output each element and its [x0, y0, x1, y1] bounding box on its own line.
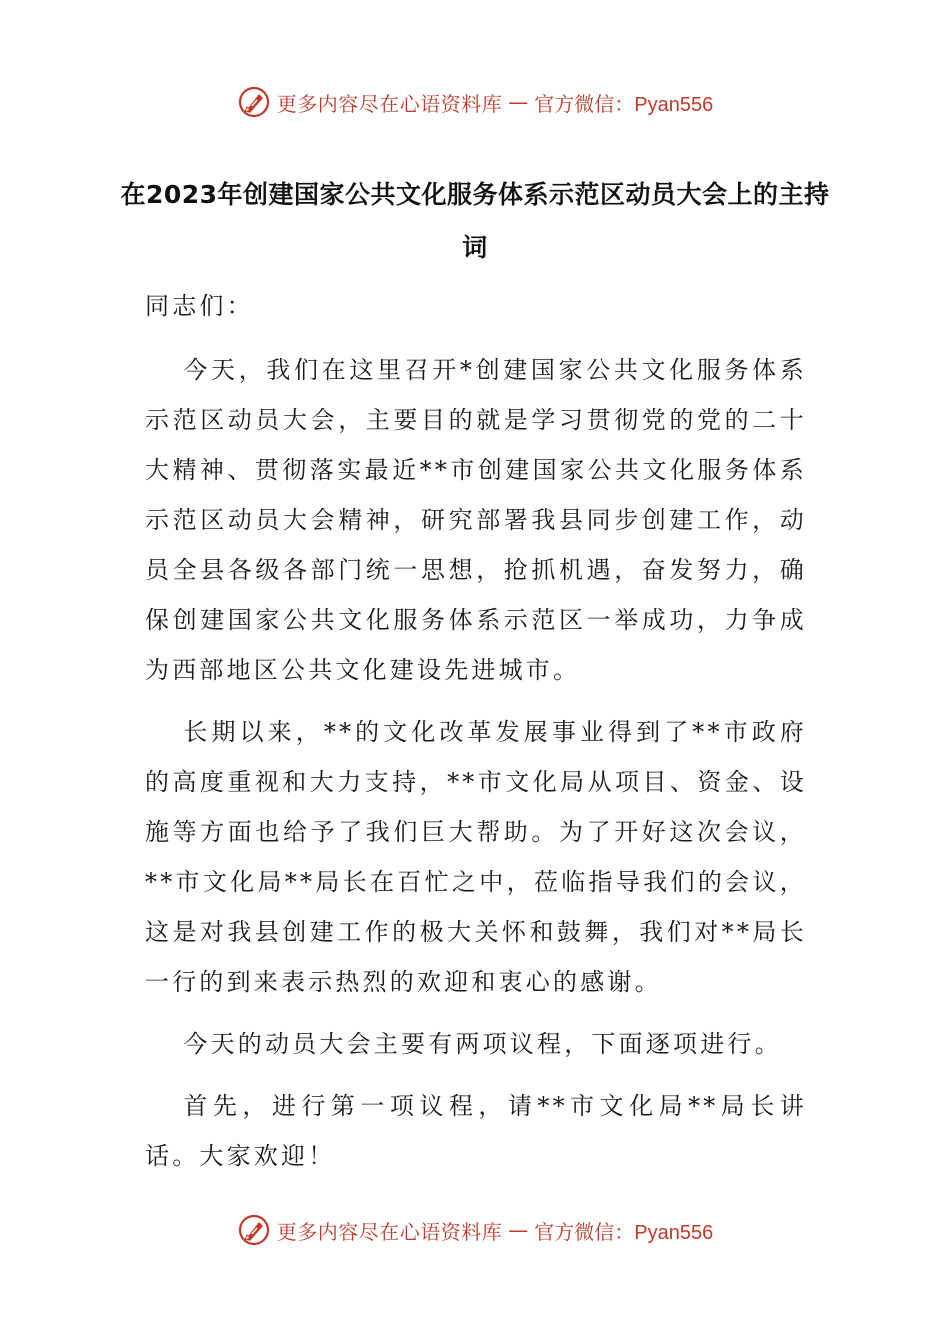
banner-separator: —	[508, 90, 529, 114]
banner-brand-text: 更多内容尽在心语资料库	[276, 91, 503, 116]
banner-brand-text: 更多内容尽在心语资料库	[276, 1219, 503, 1244]
body-paragraph: 今天的动员大会主要有两项议程，下面逐项进行。	[183, 1030, 782, 1058]
header-banner	[0, 82, 950, 122]
body-paragraph: 长期以来，**的文化改革发展事业得到了**市政府的高度重视和大力支持，**市文化局从项目、资金、设施等方面也给予了我们巨大帮助。为了开好这次会议，**市文化局**局长在百忙之中，莅临指导我们的会议，这是对我县创建工作的极大关怀和鼓舞，我们对**局长一行的到来表示热烈的欢迎和衷心的感谢。	[145, 718, 807, 996]
pen-nib-logo-icon	[237, 1213, 271, 1247]
banner-account-label: 官方微信：Pyan556	[534, 1221, 714, 1244]
pen-nib-logo-icon	[237, 85, 271, 119]
body-paragraph: 今天，我们在这里召开*创建国家公共文化服务体系示范区动员大会，主要目的就是学习贯彻党的党的二十大精神、贯彻落实最近**市创建国家公共文化服务体系示范区动员大会精神，研究部署我县同步创建工作，动员全县各级各部门统一思想，抢抓机遇，奋发努力，确保创建国家公共文化服务体系示范区一举成功，力争成为西部地区公共文化建设先进城市。	[145, 356, 807, 684]
greeting: 同志们：	[145, 292, 254, 320]
banner-account-label: 官方微信：Pyan556	[534, 93, 714, 116]
document-body	[145, 281, 807, 1193]
document-title: 在2023年创建国家公共文化服务体系示范区动员大会上的主持词	[120, 180, 830, 262]
banner-separator: —	[508, 1218, 529, 1242]
body-paragraph: 首先，进行第一项议程，请**市文化局**局长讲话。大家欢迎！	[145, 1092, 807, 1170]
footer-banner	[0, 1210, 950, 1250]
